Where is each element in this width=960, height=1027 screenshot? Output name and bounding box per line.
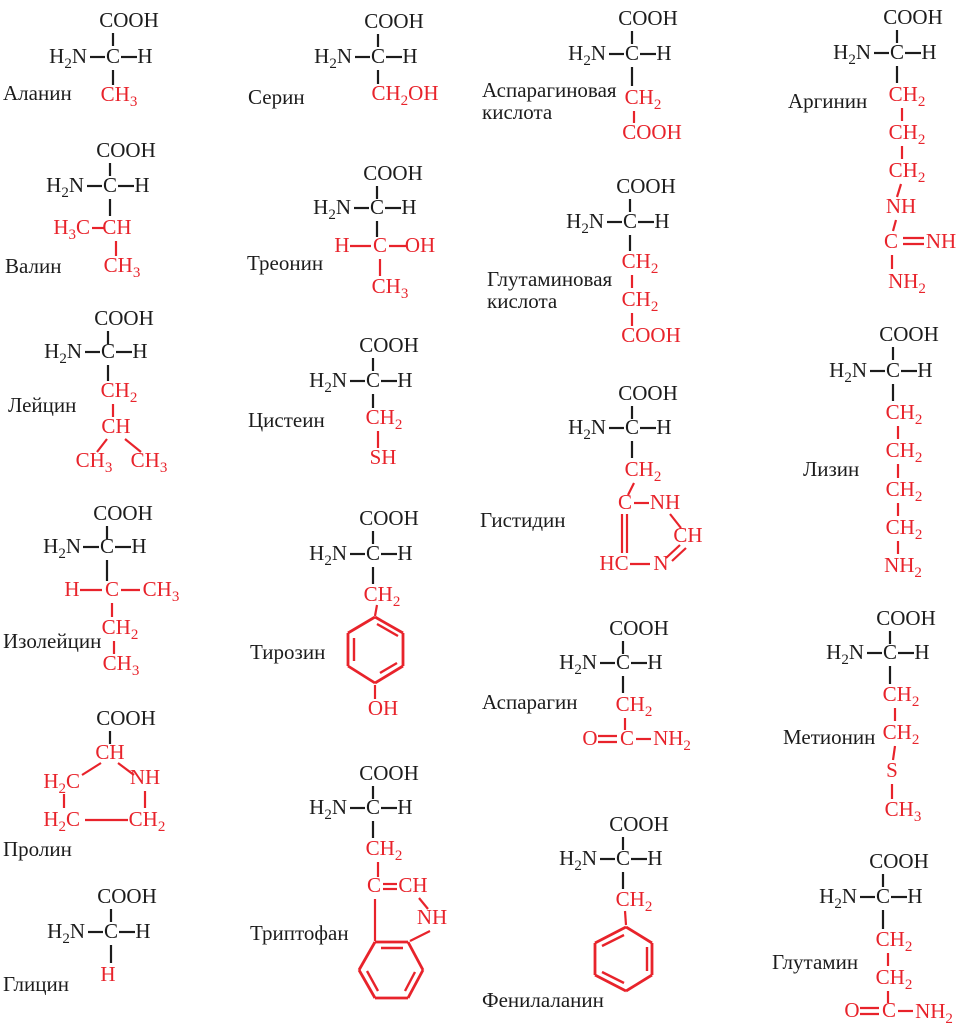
atom-label: C — [624, 41, 640, 65]
structure-valine — [5, 138, 156, 281]
atom-label: H — [131, 534, 147, 558]
atom-label: $CH_3$ — [100, 82, 138, 110]
structure-lysine — [803, 322, 939, 581]
atom-label: H — [397, 795, 413, 819]
atom-label: $CH_2$ — [885, 477, 923, 505]
atom-label: $CH_2$ — [365, 836, 403, 864]
atom-label: C — [624, 415, 640, 439]
amino-acid-name-label: Аланин — [3, 81, 72, 105]
atom-label: COOH — [359, 333, 419, 357]
structure-tyrosine — [250, 506, 419, 720]
atom-label: COOH — [363, 161, 423, 185]
atom-label: $H_2N$ — [568, 415, 606, 443]
atom-label: CH — [102, 215, 132, 239]
atom-label: $H_2N$ — [309, 795, 347, 823]
amino-acid-name-label: Аспарагиновая — [482, 78, 617, 102]
bond-line — [359, 970, 375, 998]
atom-label: H — [397, 541, 413, 565]
atom-label: C — [615, 650, 631, 674]
atom-label: H — [334, 233, 350, 257]
bond-line — [359, 942, 375, 970]
atom-label: CH — [101, 414, 131, 438]
atom-label: OH — [404, 233, 436, 257]
atom-label: $NH_2$ — [884, 553, 922, 581]
atom-label: C — [370, 44, 386, 68]
atom-label: NH — [649, 490, 681, 514]
amino-acid-name-label: кислота — [482, 100, 553, 124]
atom-label: $CH_2$ — [624, 85, 662, 113]
amino-acid-name-label: Метионин — [783, 725, 876, 749]
bond-line — [626, 927, 652, 943]
atom-label: H — [401, 195, 417, 219]
atom-label: C — [104, 577, 120, 601]
bond-line — [377, 624, 398, 636]
atom-label: $CH_3$ — [884, 797, 922, 825]
atom-label: H — [135, 919, 151, 943]
structure-glycine — [3, 884, 157, 996]
atom-label: $H_2N$ — [309, 541, 347, 569]
atom-label: H — [64, 577, 80, 601]
structure-threonine — [247, 161, 435, 302]
atom-label: H — [914, 640, 930, 664]
atom-label: COOH — [93, 501, 153, 525]
amino-acid-name-label: Изолейцин — [3, 629, 102, 653]
atom-label: $CH_2$ — [621, 287, 659, 315]
atom-label: H — [907, 884, 923, 908]
atom-label: $CH_2OH$ — [371, 81, 439, 109]
bond-line — [626, 975, 652, 991]
structure-asparagine — [482, 616, 691, 754]
amino-acid-name-label: Триптофан — [250, 921, 349, 945]
structure-glutamic-acid — [487, 174, 681, 347]
atom-label: COOH — [616, 174, 676, 198]
atom-label: COOH — [883, 5, 943, 29]
structure-histidine — [480, 381, 703, 575]
atom-label: $H_2N$ — [826, 640, 864, 668]
atom-label: COOH — [618, 381, 678, 405]
atom-label: CH — [95, 740, 125, 764]
atom-label: COOH — [876, 606, 936, 630]
atom-label: COOH — [869, 849, 929, 873]
structure-glutamine — [772, 849, 953, 1027]
atom-label: $H_2N$ — [43, 534, 81, 562]
structure-serine — [248, 9, 439, 109]
amino-acid-name-label: Аргинин — [788, 89, 868, 113]
atom-label: CH — [673, 523, 703, 547]
atom-label: H — [654, 209, 670, 233]
atom-label: C — [369, 195, 385, 219]
atom-label: $H_2N$ — [833, 40, 871, 68]
atom-label: $CH_2$ — [875, 965, 913, 993]
atom-label: C — [882, 640, 898, 664]
atom-label: H — [137, 44, 153, 68]
atom-label: C — [615, 846, 631, 870]
structure-isoleucine — [3, 501, 179, 679]
atom-label: COOH — [94, 306, 154, 330]
atom-label: $H_2C$ — [43, 769, 80, 797]
atom-label: COOH — [622, 120, 682, 144]
atom-label: $H_2N$ — [566, 209, 604, 237]
atom-label: $CH_2$ — [615, 692, 653, 720]
atom-label: NH — [885, 194, 917, 218]
atom-label: SH — [369, 445, 397, 469]
atom-label: $CH_2$ — [885, 438, 923, 466]
atom-label: H — [656, 41, 672, 65]
atom-label: H — [921, 40, 937, 64]
atom-label: C — [372, 233, 388, 257]
amino-acid-name-label: кислота — [487, 289, 558, 313]
atom-label: $NH_2$ — [653, 726, 691, 754]
atom-label: O — [582, 726, 598, 750]
structure-cysteine — [248, 333, 419, 469]
atom-label: C — [99, 534, 115, 558]
amino-acid-name-label: Валин — [5, 254, 62, 278]
atom-label: $H_2N$ — [314, 44, 352, 72]
bond-line — [625, 911, 626, 925]
atom-label: COOH — [96, 706, 156, 730]
amino-acid-name-label: Глутаминовая — [487, 267, 613, 291]
atom-label: $CH_2$ — [615, 887, 653, 915]
atom-label: $H_2N$ — [568, 41, 606, 69]
atom-label: H — [917, 358, 933, 382]
amino-acid-name-label: Глутамин — [772, 950, 859, 974]
atom-label: $H_3C$ — [53, 215, 90, 243]
amino-acid-name-label: Глицин — [3, 972, 69, 996]
atom-label: $CH_3$ — [102, 651, 140, 679]
atom-label: C — [622, 209, 638, 233]
atom-label: NH — [925, 229, 957, 253]
atom-label: COOH — [359, 761, 419, 785]
atom-label: $CH_3$ — [371, 274, 409, 302]
bond-line — [348, 666, 375, 683]
atom-label: C — [619, 726, 635, 750]
structure-methionine — [783, 606, 936, 825]
bond-line — [348, 617, 375, 633]
atom-label: COOH — [97, 884, 157, 908]
amino-acid-name-label: Цистеин — [248, 408, 325, 432]
bond-line — [82, 763, 101, 775]
atom-label: HC — [599, 551, 629, 575]
atom-label: H — [647, 650, 663, 674]
amino-acid-name-label: Гистидин — [480, 508, 566, 532]
amino-acid-name-label: Аспарагин — [482, 690, 578, 714]
bond-line — [408, 942, 423, 970]
atom-label: $H_2N$ — [829, 358, 867, 386]
atom-label: H — [134, 173, 150, 197]
atom-label: $CH_3$ — [130, 448, 168, 476]
atom-label: COOH — [879, 322, 939, 346]
atom-label: $CH_2$ — [888, 120, 926, 148]
atom-label: H — [132, 339, 148, 363]
atom-label: C — [883, 229, 899, 253]
atom-label: COOH — [621, 323, 681, 347]
atom-label: $CH_2$ — [888, 82, 926, 110]
atom-label: C — [105, 44, 121, 68]
structure-tryptophan — [250, 761, 447, 998]
atom-label: $H_2N$ — [559, 846, 597, 874]
amino-acid-name-label: Лейцин — [8, 393, 77, 417]
atom-label: $NH_2$ — [915, 999, 953, 1027]
atom-label: N — [653, 551, 669, 575]
atom-label: OH — [367, 696, 399, 720]
atom-label: C — [100, 339, 116, 363]
atom-label: C — [889, 40, 905, 64]
amino-acid-name-label: Пролин — [3, 837, 72, 861]
atom-label: C — [365, 795, 381, 819]
atom-label: $CH_2$ — [365, 405, 403, 433]
atom-label: $CH_2$ — [885, 400, 923, 428]
atom-label: $CH_2$ — [875, 927, 913, 955]
atom-label: COOH — [609, 616, 669, 640]
atom-label: O — [844, 998, 860, 1022]
atom-label: $CH_2$ — [882, 720, 920, 748]
structure-arginine — [788, 5, 956, 297]
atom-label: $CH_2$ — [882, 682, 920, 710]
structure-aspartic-acid — [482, 6, 682, 144]
atom-label: COOH — [364, 9, 424, 33]
amino-acid-name-label: Фенилаланин — [482, 988, 604, 1012]
atom-label: C — [875, 884, 891, 908]
atom-label: $H_2N$ — [313, 195, 351, 223]
atom-label: C — [617, 490, 633, 514]
bond-line — [375, 605, 377, 616]
atom-label: H — [397, 368, 413, 392]
amino-acid-name-label: Серин — [248, 85, 305, 109]
bond-line — [408, 970, 423, 998]
atom-label: $CH_2$ — [888, 158, 926, 186]
bond-line — [410, 931, 430, 941]
atom-label: S — [886, 758, 898, 782]
structure-alanine — [3, 8, 159, 110]
amino-acid-name-label: Тирозин — [250, 640, 326, 664]
atom-label: CH — [398, 873, 428, 897]
atom-label: $CH_3$ — [142, 577, 180, 605]
atom-label: $CH_3$ — [103, 253, 141, 281]
amino-acid-name-label: Лизин — [803, 457, 860, 481]
atom-label: $H_2N$ — [44, 339, 82, 367]
atom-label: C — [885, 358, 901, 382]
atom-label: H — [100, 962, 116, 986]
structure-phenylalanine — [482, 812, 669, 1012]
atom-label: $NH_2$ — [888, 269, 926, 297]
atom-label: $CH_2$ — [128, 807, 166, 835]
atom-label: $H_2N$ — [309, 368, 347, 396]
atom-label: $CH_2$ — [101, 615, 139, 643]
atom-label: C — [365, 368, 381, 392]
amino-acid-name-label: Треонин — [247, 251, 324, 275]
atom-label: $H_2N$ — [819, 884, 857, 912]
atom-label: $CH_2$ — [100, 378, 138, 406]
atom-label: $H_2N$ — [47, 919, 85, 947]
atom-label: $H_2N$ — [559, 650, 597, 678]
atom-label: H — [656, 415, 672, 439]
atom-label: $CH_3$ — [75, 448, 113, 476]
atom-label: C — [365, 541, 381, 565]
atom-label: $CH_2$ — [621, 249, 659, 277]
atom-label: $H_2N$ — [49, 44, 87, 72]
structure-leucine — [8, 306, 167, 476]
atom-label: C — [366, 873, 382, 897]
structure-proline — [3, 706, 165, 861]
atom-label: C — [103, 919, 119, 943]
atom-label: H — [402, 44, 418, 68]
atom-label: C — [102, 173, 118, 197]
atom-label: H — [647, 846, 663, 870]
atom-label: $CH_2$ — [885, 515, 923, 543]
atom-label: COOH — [618, 6, 678, 30]
atom-label: COOH — [99, 8, 159, 32]
atom-label: $CH_2$ — [624, 457, 662, 485]
atom-label: $H_2N$ — [46, 173, 84, 201]
atom-label: C — [881, 998, 897, 1022]
atom-label: COOH — [359, 506, 419, 530]
atom-label: COOH — [609, 812, 669, 836]
atom-label: NH — [416, 905, 448, 929]
atom-label: $CH_2$ — [363, 582, 401, 610]
atom-label: COOH — [96, 138, 156, 162]
atom-label: $H_2C$ — [43, 807, 80, 835]
atom-label: NH — [129, 765, 161, 789]
